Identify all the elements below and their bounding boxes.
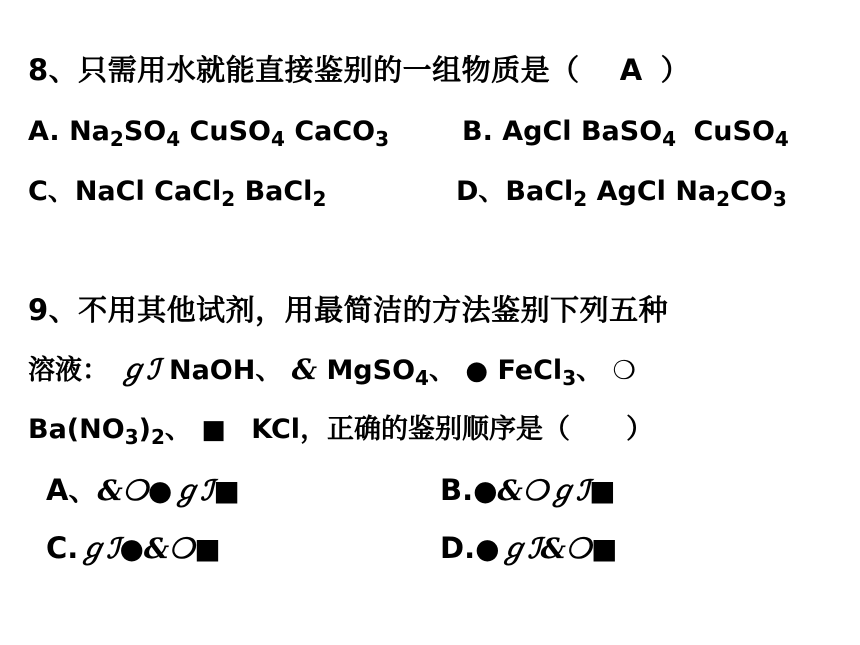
formula: $Na_2CO_3$ <box>675 176 787 211</box>
q9-choice-a <box>46 472 240 509</box>
formula: BaCl$_2$ <box>505 176 588 211</box>
solution-5: KCl <box>251 414 301 445</box>
solution-1: NaOH <box>168 355 256 386</box>
separator: 、 <box>255 355 283 386</box>
solution-4: $Ba(NO_3)_2$ <box>28 414 165 449</box>
q8-option-d <box>456 174 787 210</box>
solution-2: MgSO$_4$ <box>326 355 429 390</box>
q9-choice-c <box>46 530 221 567</box>
choice-label: C. <box>46 531 79 565</box>
q8-option-a <box>28 114 389 150</box>
symbol-1: ℊℐ <box>118 353 160 386</box>
formula: CaCO$_3$ <box>294 116 390 151</box>
q9-choice-b <box>440 472 616 509</box>
choice-label: A、 <box>46 473 98 507</box>
q8-option-b <box>462 114 789 150</box>
option-label: A. <box>28 116 60 147</box>
q9-tail: ，正确的鉴别顺序是（ <box>300 414 571 445</box>
formula: AgCl <box>596 176 666 207</box>
q8-stem: 8、只需用水就能直接鉴别的一组物质是（ <box>28 53 580 87</box>
q9-stem: 9、不用其他试剂，用最简洁的方法鉴别下列五种 <box>28 293 669 327</box>
choice-sequence: &❍●ℊℐ■ <box>97 474 240 507</box>
option-label: B. <box>462 116 493 147</box>
q8-option-c <box>28 174 326 210</box>
formula: CuSO$_4$ <box>693 116 789 151</box>
q9-solutions-line-2 <box>28 412 653 448</box>
q9-stem-line <box>28 292 668 328</box>
choice-sequence: ℊℐ●&❍■ <box>78 532 221 565</box>
formula: AgCl <box>502 116 572 147</box>
choice-label: B. <box>440 473 474 507</box>
symbol-5: ■ <box>201 415 226 445</box>
formula: BaCl$_2$ <box>244 176 327 211</box>
separator: 、 <box>164 414 192 445</box>
formula: $Na_2SO_4$ <box>69 116 181 151</box>
q8-close-paren: ） <box>660 53 691 87</box>
q9-solutions-line-1 <box>28 352 636 389</box>
separator: 、 <box>428 355 456 386</box>
q8-stem-line <box>28 52 690 88</box>
option-label: D、 <box>456 176 506 207</box>
symbol-4: ❍ <box>612 356 636 386</box>
option-label: C、 <box>28 176 75 207</box>
q9-choice-d <box>440 530 618 567</box>
symbol-3: ● <box>465 356 489 386</box>
choice-label: D. <box>440 531 476 565</box>
symbol-2: & <box>291 353 318 386</box>
q9-line2-prefix: 溶液： <box>28 355 109 386</box>
choice-sequence: ●&❍ℊℐ■ <box>473 474 616 507</box>
separator: 、 <box>576 355 604 386</box>
formula: NaCl <box>74 176 145 207</box>
formula: BaSO$_4$ <box>580 116 677 151</box>
q8-answer: A <box>619 53 643 87</box>
solution-3: FeCl$_3$ <box>497 355 577 390</box>
formula: CaCl$_2$ <box>154 176 236 211</box>
formula: CuSO$_4$ <box>189 116 285 151</box>
choice-sequence: ●ℊℐ&❍■ <box>475 532 618 565</box>
q9-close-paren: ） <box>626 414 654 445</box>
